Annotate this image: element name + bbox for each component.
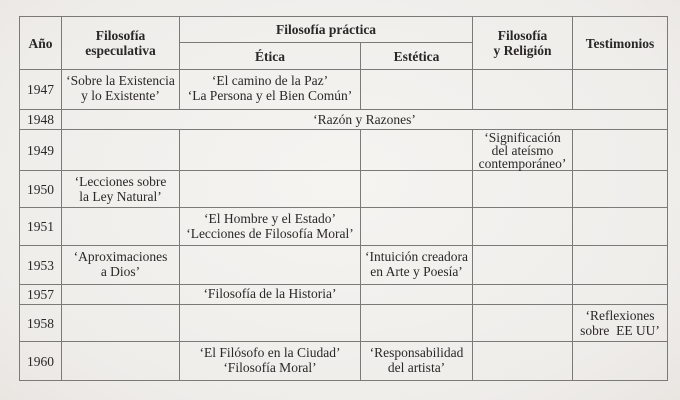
cell-etica (180, 130, 361, 171)
year-cell: 1951 (20, 208, 62, 246)
cell-religion (473, 70, 573, 110)
table-row (20, 342, 668, 381)
cell-especulativa: ‘Lecciones sobre la Ley Natural’ (62, 171, 180, 208)
year-cell: 1948 (20, 110, 62, 130)
cell-especulativa (62, 130, 180, 171)
header-especulativa: Filosofía especulativa (62, 17, 180, 70)
year-cell: 1950 (20, 171, 62, 208)
cell-estetica (361, 305, 473, 342)
cell-religion (473, 208, 573, 246)
table-row (20, 110, 668, 130)
table-row (20, 246, 668, 285)
cell-span-all: ‘Razón y Razones’ (62, 110, 668, 130)
cell-especulativa (62, 305, 180, 342)
cell-etica: ‘El Filósofo en la Ciudad’ ‘Filosofía Moral’ (180, 342, 361, 381)
cell-etica: ‘Filosofía de la Historia’ (180, 285, 361, 305)
cell-religion: ‘Significación del ateísmo contemporáneo’ (473, 130, 573, 171)
cell-testimonios (573, 208, 668, 246)
cell-testimonios (573, 285, 668, 305)
header-testimonios: Testimonios (573, 17, 668, 70)
cell-especulativa (62, 285, 180, 305)
cell-estetica: ‘Intuición creadora en Arte y Poesía’ (361, 246, 473, 285)
header-estetica: Estética (361, 43, 473, 70)
header-row-top (20, 17, 668, 43)
cell-testimonios (573, 70, 668, 110)
table-row (20, 70, 668, 110)
cell-testimonios: ‘Reflexiones sobre EE UU’ (573, 305, 668, 342)
year-cell: 1953 (20, 246, 62, 285)
cell-especulativa: ‘Sobre la Existencia y lo Existente’ (62, 70, 180, 110)
year-cell: 1949 (20, 130, 62, 171)
cell-estetica (361, 70, 473, 110)
cell-especulativa: ‘Aproximaciones a Dios’ (62, 246, 180, 285)
header-year: Año (20, 17, 62, 70)
cell-religion (473, 342, 573, 381)
table-row (20, 305, 668, 342)
cell-especulativa (62, 342, 180, 381)
header-religion: Filosofía y Religión (473, 17, 573, 70)
cell-etica: ‘El Hombre y el Estado’ ‘Lecciones de Filosofía Moral’ (180, 208, 361, 246)
cell-especulativa (62, 208, 180, 246)
cell-etica (180, 246, 361, 285)
cell-testimonios (573, 171, 668, 208)
table-row (20, 171, 668, 208)
year-cell: 1957 (20, 285, 62, 305)
cell-religion (473, 305, 573, 342)
cell-religion (473, 285, 573, 305)
cell-estetica (361, 208, 473, 246)
year-cell: 1958 (20, 305, 62, 342)
table-row (20, 130, 668, 171)
header-practica: Filosofía práctica (180, 17, 473, 43)
cell-testimonios (573, 246, 668, 285)
cell-estetica (361, 130, 473, 171)
year-cell: 1947 (20, 70, 62, 110)
table-row (20, 285, 668, 305)
cell-estetica: ‘Responsabilidad del artista’ (361, 342, 473, 381)
cell-etica: ‘El camino de la Paz’ ‘La Persona y el Bien Común’ (180, 70, 361, 110)
table-row (20, 208, 668, 246)
cell-religion (473, 246, 573, 285)
cell-etica (180, 171, 361, 208)
cell-religion (473, 171, 573, 208)
cell-estetica (361, 171, 473, 208)
cell-etica (180, 305, 361, 342)
cell-testimonios (573, 342, 668, 381)
header-etica: Ética (180, 43, 361, 70)
cell-estetica (361, 285, 473, 305)
year-cell: 1960 (20, 342, 62, 381)
works-table (19, 16, 668, 381)
cell-testimonios (573, 130, 668, 171)
